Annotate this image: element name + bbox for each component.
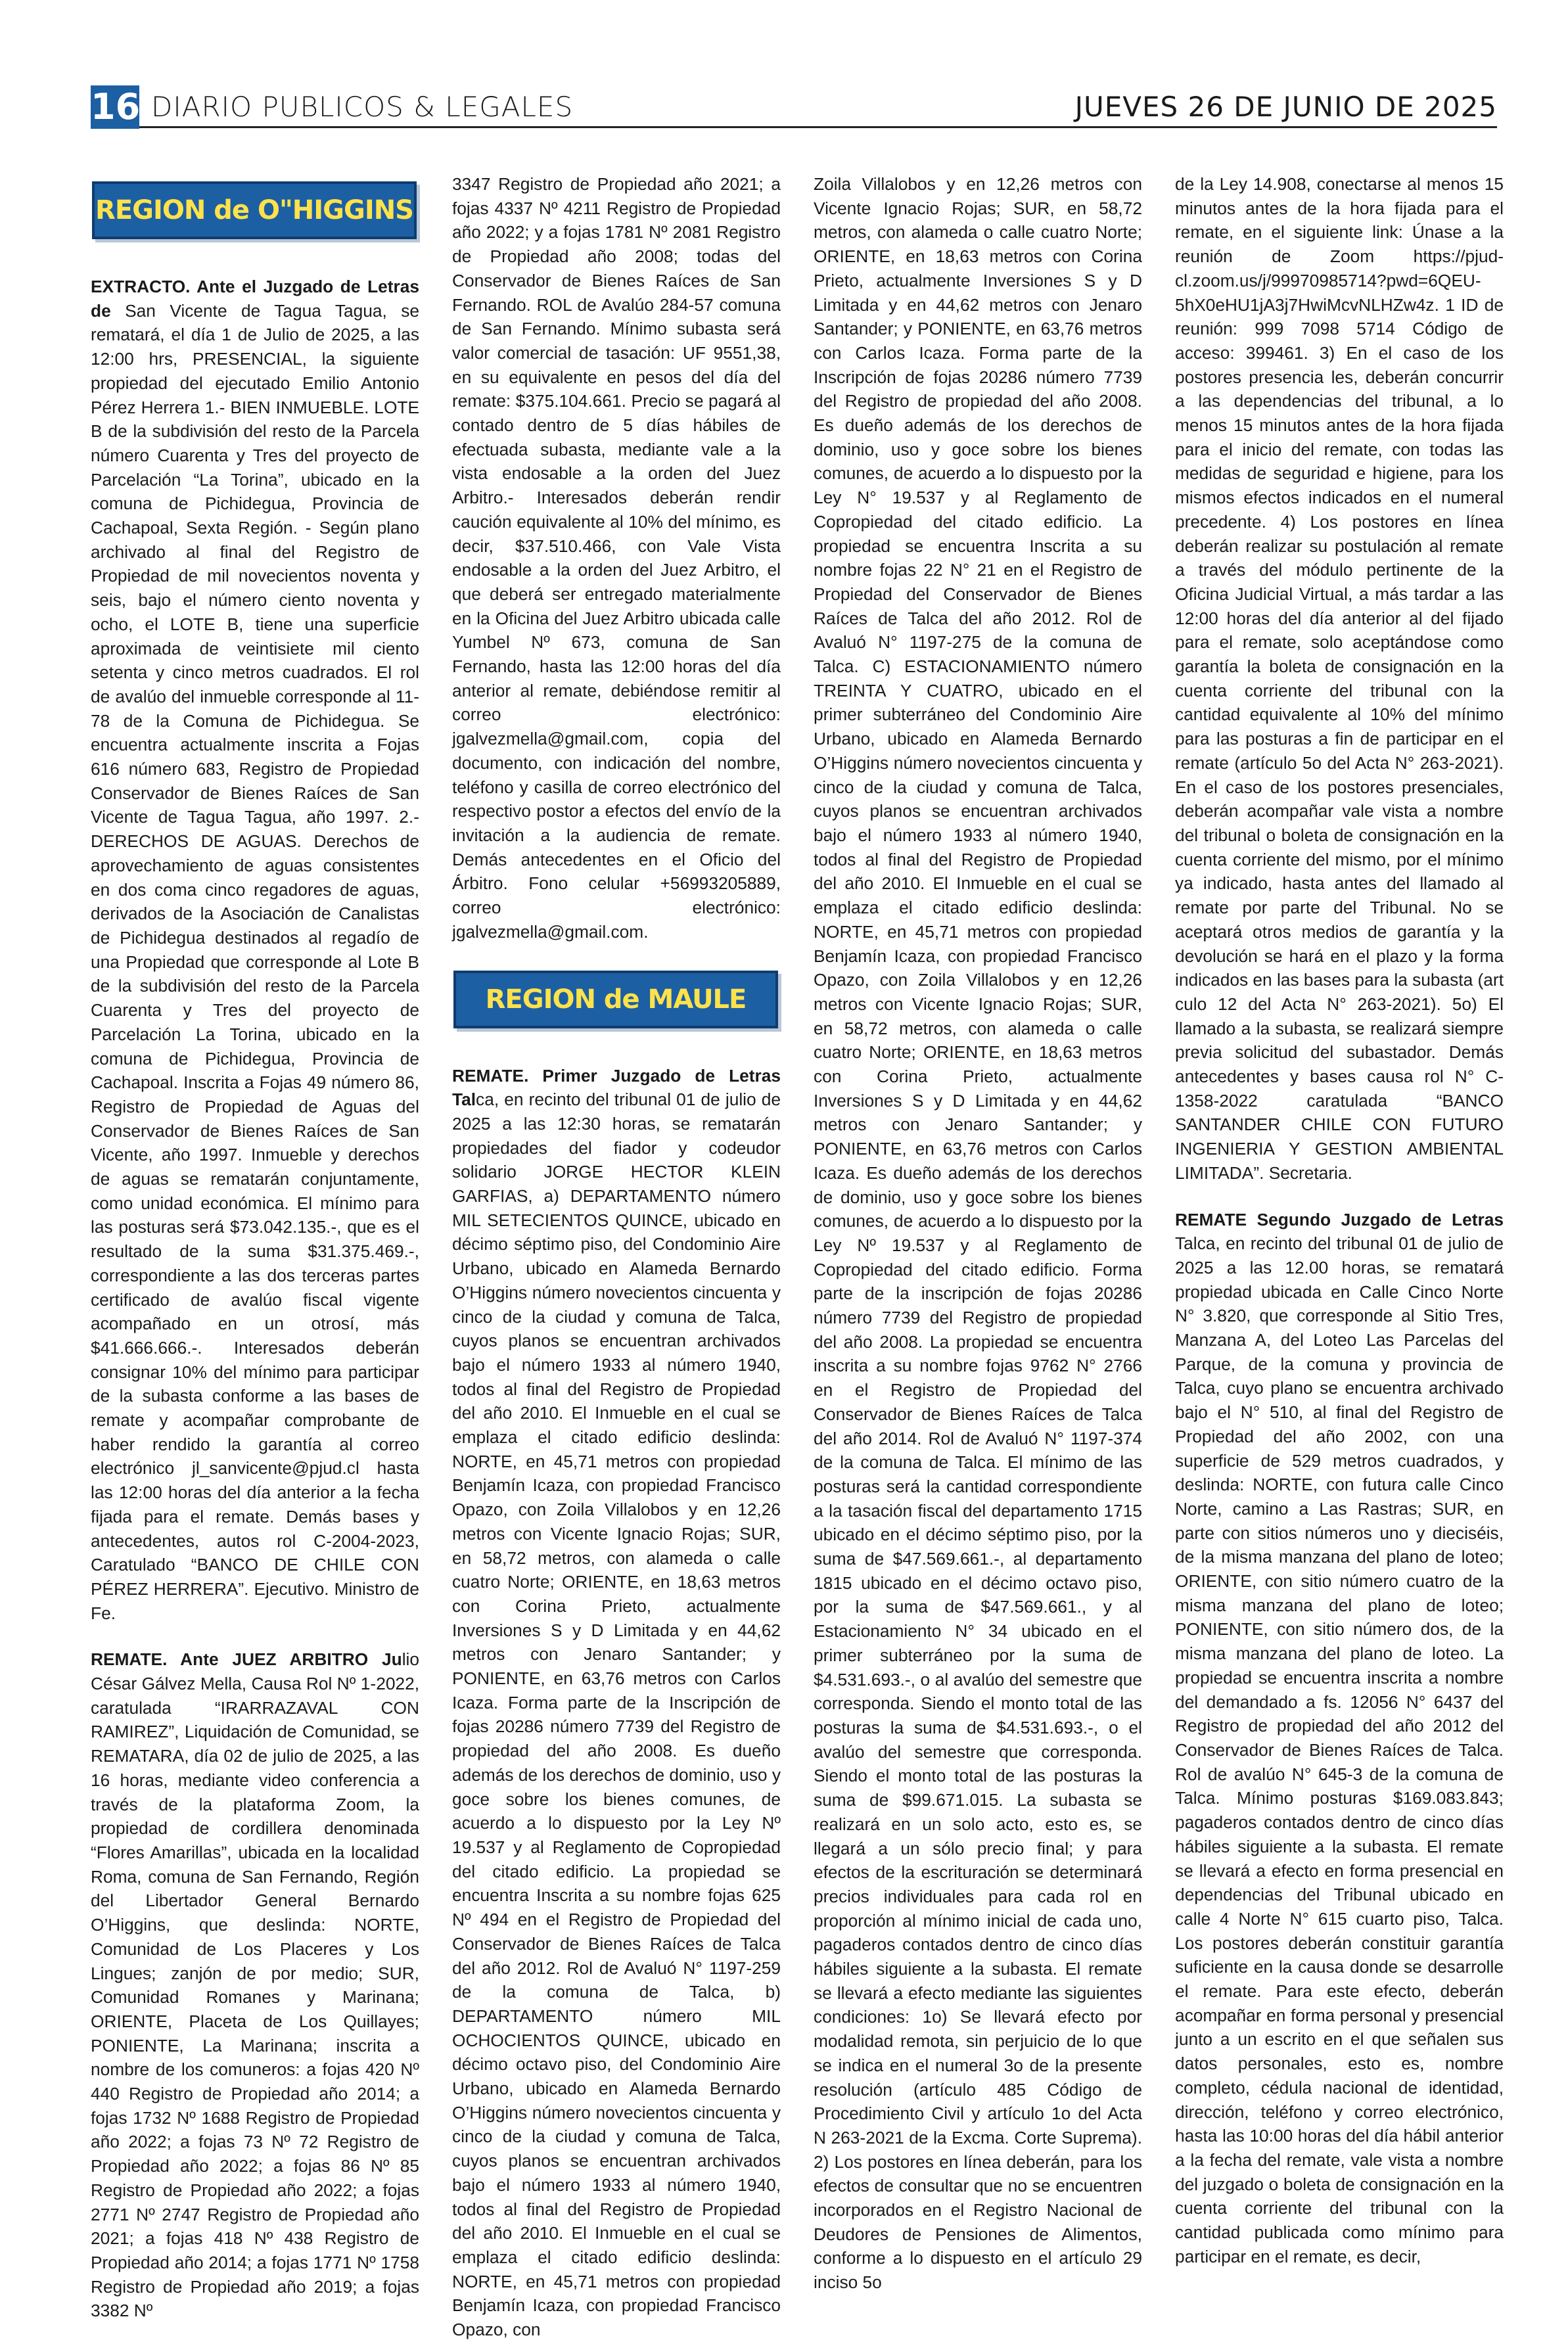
page-header: [91, 85, 1497, 128]
notice-maule-2: [1175, 1208, 1504, 2269]
notice-lead: REMATE. Ante JUEZ ARBITRO Ju: [91, 1649, 402, 1670]
notice-arbitro-cont: 3347 Registro de Propiedad año 2021; a fojas 4337 Nº 4211 Registro de Propiedad año 2022; y a fojas 1781 Nº 2081 Registro de Propiedad año 2008; todas del Conservador de Bienes Raíces de San Fernando. ROL de Avalúo 284-57 comuna de San Fernando. Mínimo subasta será valor comercial de tasación: UF 9551,38, en su equivalente en pesos del día del remate: $375.104.661. Precio se pagará al contado dentro de 5 días hábiles de efectuada subasta, mediante vale a la vista endosable a la orden del Juez Arbitro.- Interesados deberán rendir caución equivalente al 10% del mínimo, es decir, $37.510.466, con Vale Vista endosable a la orden del Juez Arbitro, el que deberá ser entregado materialmente en la Oficina del Juez Arbitro ubicada calle Yumbel Nº 673, comuna de San Fernando, hasta las 12:00 horas del día anterior al remate, debiéndose remitir al correo electrónico: jgalvezmella@gmail.com, copia del documento, con indicación del nombre, teléfono y casilla de correo electrónico del respectivo postor a efectos del envío de la invitación a la audiencia de remate. Demás antecedentes en el Oficio del Árbitro. Fono celular +56993205889, correo electrónico: jgalvezmella@gmail.com.: [452, 174, 781, 942]
notice-maule-1-end: de la Ley 14.908, conectarse al menos 15 minutos antes de la hora fijada para el remate, en el siguiente link: Únase a la reunión de Zoom https://pjud-cl.zoom.us/j/99970985714?pwd=6QEU-5hX0eHU1jA3j7HwiMcvNLHZw4z. 1 ID de reunión: 999 7098 5714 Código de acceso: 399461. 3) En el caso de los postores presencia les, deberán concurrir a las dependencias del tribunal, a lo menos 15 minutos antes de la hora fijada para el inicio del remate, con todas las medidas de seguridad e higiene, para los mismos efectos indicados en el numeral precedente. 4) Los postores en línea deberán realizar su postulación al remate a través del módulo pertinente de la Oficina Judicial Virtual, a más tardar a las 12:00 horas del día anterior al del fijado para el remate, solo aceptándose como garantía la boleta de consignación en la cuenta corriente del tribunal con la cantidad equivalente al 10% del mínimo para las posturas a fin de participar en el remate (artículo 5o del Acta N° 263-2021). En el caso de los postores presenciales, deberán acompañar vale vista a nombre del tribunal o boleta de consignación en la cuenta corriente del mismo, por el mínimo ya indicado, hasta antes del llamado al remate por parte del Tribunal. No se aceptará otros medios de garantía y la devolución se hará en el plazo y la forma indicados en las bases para la subasta (art culo 12 del Acta N° 263-2021). 5o) El llamado a la subasta, se realizará siempre previa solicitud del subastador. Demás antecedentes y bases causa rol N° C-1358-2022 caratulada “BANCO SANTANDER CHILE CON FUTURO INGENIERIA Y GESTION AMBIENTAL LIMITADA”. Secretaria.: [1175, 174, 1504, 1183]
region-ohiggins-banner: REGION de O"HIGGINS: [92, 181, 417, 239]
notice-body: Talca, en recinto del tribunal 01 de julio de 2025 a las 12.00 horas, se rematará propiedad ubicada en Calle Cinco Norte N° 3.820, que corresponde al Sitio Tres, Manzana A, del Loteo Las Parcelas del Parque, de la comuna y provincia de Talca, cuyo plano se encuentra archivado bajo el N° 510, al final del Registro de Propiedad del año 2002, con una superficie de 529 metros cuadrados, y deslinda: NORTE, con futura calle Cinco Norte, camino a Las Rastras; SUR, en parte con sitios números uno y dieciséis, de la misma manzana del plano de loteo; ORIENTE, con sitio número cuatro de la misma manzana del plano de loteo; PONIENTE, con sitio número dos, de la misma manzana del plano de loteo. La propiedad se encuentra inscrita a nombre del demandado a fs. 12056 N° 6437 del Registro de propiedad del año 2012 del Conservador de Bienes Raíces de Talca. Rol de avalúo N° 645-3 de la comuna de Talca. Mínimo posturas $169.083.843; pagaderos contados dentro de cinco días hábiles siguiente a la subasta. El remate se llevará a efecto en forma presencial en dependencias del Tribunal ubicado en calle 4 Norte N° 615 cuarto piso, Talca. Los postores deberán constituir garantía suficiente en la causa donde se desarrolle el remate. Para este efecto, deberán acompañar en forma personal y presencial junto a un escrito en el que señalen sus datos personales, esto es, nombre completo, cédula nacional de identidad, dirección, teléfono y correo electrónico, hasta las 10:00 horas del día hábil anterior a la fecha del remate, vale vista a nombre del juzgado o boleta de consignación en la cuenta corriente del tribunal con la cantidad publicada como mínimo para participar en el remate, es decir,: [1175, 1233, 1504, 2266]
page-number: 16: [91, 86, 141, 127]
column-3: [814, 172, 1142, 2293]
column-4: [1175, 172, 1504, 2275]
notice-lead: REMATE. Primer Juzgado de Letras Tal: [452, 1065, 781, 1110]
notice-arbitro: [91, 1647, 419, 2323]
column-1: [91, 172, 419, 2321]
notice-body: lio César Gálvez Mella, Causa Rol Nº 1-2022, caratulada “IRARRAZAVAL CON RAMIREZ”, Liquidación de Comunidad, se REMATARA, día 02 de julio de 2025, a las 16 horas, mediante video conferencia a través de la plataforma Zoom, la propiedad de cordillera denominada “Flores Amarillas”, ubicada en la localidad Roma, comuna de San Fernando, Región del Libertador General Bernardo O’Higgins, que deslinda: NORTE, Comunidad de Los Placeres y Los Lingues; zanjón de por medio; SUR, Comunidad Romanes y Marinana; ORIENTE, Placeta de Los Quillayes; PONIENTE, La Marinana; inscrita a nombre de los comuneros: a fojas 420 Nº 440 Registro de Propiedad año 2014; a fojas 1732 Nº 1688 Registro de Propiedad año 2022; a fojas 73 Nº 72 Registro de Propiedad año 2022; a fojas 86 Nº 85 Registro de Propiedad año 2022; a fojas 2771 Nº 2747 Registro de Propiedad año 2021; a fojas 418 Nº 438 Registro de Propiedad año 2014; a fojas 1771 Nº 1758 Registro de Propiedad año 2019; a fojas 3382 Nº: [91, 1649, 419, 2321]
notice-maule-1-cont: Zoila Villalobos y en 12,26 metros con Vicente Ignacio Rojas; SUR, en 58,72 metros, con alameda o calle cuatro Norte; ORIENTE, en 18,63 metros con Corina Prieto, actualmente Inversiones S y D Limitada y en 44,62 metros con Jenaro Santander; y PONIENTE, en 63,76 metros con Carlos Icaza. Forma parte de la Inscripción de fojas 20286 número 7739 del Registro de propiedad del año 2008. Es dueño además de los derechos de dominio, uso y goce sobre los bienes comunes, de acuerdo a lo dispuesto por la Ley N° 19.537 y al Reglamento de Copropiedad del citado edificio. La propiedad se encuentra Inscrita a su nombre fojas 22 N° 21 en el Registro de Propiedad del Conservador de Bienes Raíces de Talca del año 2012. Rol de Avaluó N° 1197-275 de la comuna de Talca. C) ESTACIONAMIENTO número TREINTA Y CUATRO, ubicado en el primer subterráneo del Condominio Aire Urbano, ubicado en Alameda Bernardo O’Higgins número novecientos cincuenta y cinco de la ciudad y comuna de Talca, cuyos planos se encuentran archivados bajo el número 1933 al número 1940, todos al final del Registro de Propiedad del año 2010. El Inmueble en el cual se emplaza el citado edificio deslinda: NORTE, en 45,71 metros con propiedad Benjamín Icaza, con propiedad Francisco Opazo, con Zoila Villalobos y en 12,26 metros con Vicente Ignacio Rojas; SUR, en 58,72 metros, con alameda o calle cuatro Norte; ORIENTE, en 18,63 metros con Corina Prieto, actualmente Inversiones S y D Limitada y en 44,62 metros con Jenaro Santander; y PONIENTE, en 63,76 metros con Carlos Icaza. Es dueño además de los derechos de dominio, uso y goce sobre los bienes comunes, de acuerdo a lo dispuesto por la Ley Nº 19.537 y al Reglamento de Copropiedad del citado edificio. Forma parte de la inscripción de fojas 20286 número 7739 del Registro de propiedad del año 2008. La propiedad se encuentra inscrita a su nombre fojas 9762 N° 2766 en el Registro de Propiedad del Conservador de Bienes Raíces de Talca del año 2014. Rol de Avaluó N° 1197-374 de la comuna de Talca. El mínimo de las posturas será la cantidad correspondiente a la tasación fiscal del departamento 1715 ubicado en el décimo séptimo piso, por la suma de $47.569.661.-, al departamento 1815 ubicado en el décimo octavo piso, por la suma de $47.569.661., y al Estacionamiento N° 34 ubicado en el primer subterráneo por la suma de $4.531.693.-, o al avalúo del semestre que corresponda. Siendo el monto total de las posturas la suma de $4.531.693.-, o el avalúo del semestre que corresponda. Siendo el monto total de las posturas la suma de $99.671.015. La subasta se realizará en un solo acto, esto es, se llegará a un sólo precio final; y para efectos de la escrituración se determinará precios individuales para cada rol en proporción al mínimo inicial de cada uno, pagaderos contados dentro de cinco días hábiles siguiente a la subasta. El remate se llevará a efecto mediante las siguientes condiciones: 1o) Se llevará efecto por modalidad remota, sin perjuicio de lo que se indica en el numeral 3o de la presente resolución (artículo 485 Código de Procedimiento Civil y artículo 1o del Acta N 263-2021 de la Excma. Corte Suprema). 2) Los postores en línea deberán, para los efectos de consultar que no se encuentren incorporados en el Registro Nacional de Deudores de Pensiones de Alimentos, conforme a lo dispuesto en el artículo 29 inciso 5o: [814, 174, 1142, 2293]
notice-extracto: [91, 275, 419, 1625]
notice-body: ca, en recinto del tribunal 01 de julio de 2025 a las 12:30 horas, se rematarán propiedades del fiador y codeudor solidario JORGE HECTOR KLEIN GARFIAS, a) DEPARTAMENTO número MIL SETECIENTOS QUINCE, ubicado en décimo séptimo piso, del Condominio Aire Urbano, ubicado en Alameda Bernardo O’Higgins número novecientos cincuenta y cinco de la ciudad y comuna de Talca, cuyos planos se encuentran archivados bajo el número 1933 al número 1940, todos al final del Registro de Propiedad del año 2010. El Inmueble en el cual se emplaza el citado edificio deslinda: NORTE, en 45,71 metros con propiedad Benjamín Icaza, con propiedad Francisco Opazo, con Zoila Villalobos y en 12,26 metros con Vicente Ignacio Rojas; SUR, en 58,72 metros, con alameda o calle cuatro Norte; ORIENTE, en 18,63 metros con Corina Prieto, actualmente Inversiones S y D Limitada y en 44,62 metros con Jenaro Santander; y PONIENTE, en 63,76 metros con Carlos Icaza. Forma parte de la Inscripción de fojas 20286 número 7739 del Registro de propiedad del año 2008. Es dueño además de los derechos de dominio, uso y goce sobre los bienes comunes, de acuerdo a lo dispuesto por la Ley Nº 19.537 y al Reglamento de Copropiedad del citado edificio. La propiedad se encuentra Inscrita a su nombre fojas 625 Nº 494 en el Registro de Propiedad del Conservador de Bienes Raíces de Talca del año 2012. Rol de Avaluó N° 1197-259 de la comuna de Talca, b) DEPARTAMENTO número MIL OCHOCIENTOS QUINCE, ubicado en décimo octavo piso, del Condominio Aire Urbano, ubicado en Alameda Bernardo O’Higgins número novecientos cincuenta y cinco de la ciudad y comuna de Talca, cuyos planos se encuentran archivados bajo el número 1933 al número 1940, todos al final del Registro de Propiedad del año 2010. El Inmueble en el cual se emplaza el citado edificio deslinda: NORTE, en 45,71 metros con propiedad Benjamín Icaza, con propiedad Francisco Opazo, con: [452, 1090, 781, 2340]
notice-maule-1: [452, 1064, 781, 2342]
notice-body: San Vicente de Tagua Tagua, se rematará, el día 1 de Julio de 2025, a las 12:00 hrs, PRESENCIAL, la siguiente propiedad del ejecutado Emilio Antonio Pérez Herrera 1.- BIEN INMUEBLE. LOTE B de la subdivisión del resto de la Parcela número Cuarenta y Tres del proyecto de Parcelación “La Torina”, ubicado en la comuna de Pichidegua, Provincia de Cachapoal, Sexta Región. - Según plano archivado al final del Registro de Propiedad de mil novecientos noventa y seis, bajo el número ciento noventa y ocho, el LOTE B, tiene una superficie aproximada de veintisiete mil ciento setenta y cinco metros cuadrados. El rol de avalúo del inmueble corresponde al 11-78 de la Comuna de Pichidegua. Se encuentra actualmente inscrita a Fojas 616 número 683, Registro de Propiedad Conservador de Bienes Raíces de San Vicente de Tagua Tagua, año 1997. 2.- DERECHOS DE AGUAS. Derechos de aprovechamiento de aguas consistentes en dos coma cinco regadores de aguas, derivados de la Asociación de Canalistas de Pichidegua destinados al regadío de una Propiedad que corresponde al Lote B de la subdivisión del resto de la Parcela Cuarenta y Tres del proyecto de Parcelación La Torina, ubicado en la comuna de Pichidegua, Provincia de Cachapoal. Inscrita a Fojas 49 número 86, Registro de Propiedad de Aguas del Conservador de Bienes Raíces de San Vicente, año 1997. Inmueble y derechos de aguas se rematarán conjuntamente, como unidad económica. El mínimo para las posturas será $73.042.135.-, que es el resultado de la suma $31.375.469.-, correspondiente a las dos terceras partes certificado de avalúo fiscal vigente acompañado en un otrosí, más $41.666.666.-. Interesados deberán consignar 10% del mínimo para participar de la subasta conforme a las bases de remate y acompañar comprobante de haber rendido la garantía al correo electrónico jl_sanvicente@pjud.cl hasta las 12:00 horas del día anterior a la fecha fijada para el remate. Demás bases y antecedentes, autos rol C-2004-2023, Caratulado “BANCO DE CHILE CON PÉREZ HERRERA”. Ejecutivo. Ministro de Fe.: [91, 300, 419, 1623]
notice-lead: EXTRACTO. Ante el Juzgado de Letras de: [91, 277, 419, 321]
notice-lead: REMATE Segundo Juzgado de Letras: [1175, 1209, 1504, 1229]
column-2: [452, 172, 781, 2340]
region-maule-banner: REGION de MAULE: [453, 971, 778, 1028]
publication-date: JUEVES 26 DE JUNIO DE 2025: [1074, 91, 1497, 123]
publication-name: DIARIO PUBLICOS & LEGALES: [151, 91, 574, 123]
